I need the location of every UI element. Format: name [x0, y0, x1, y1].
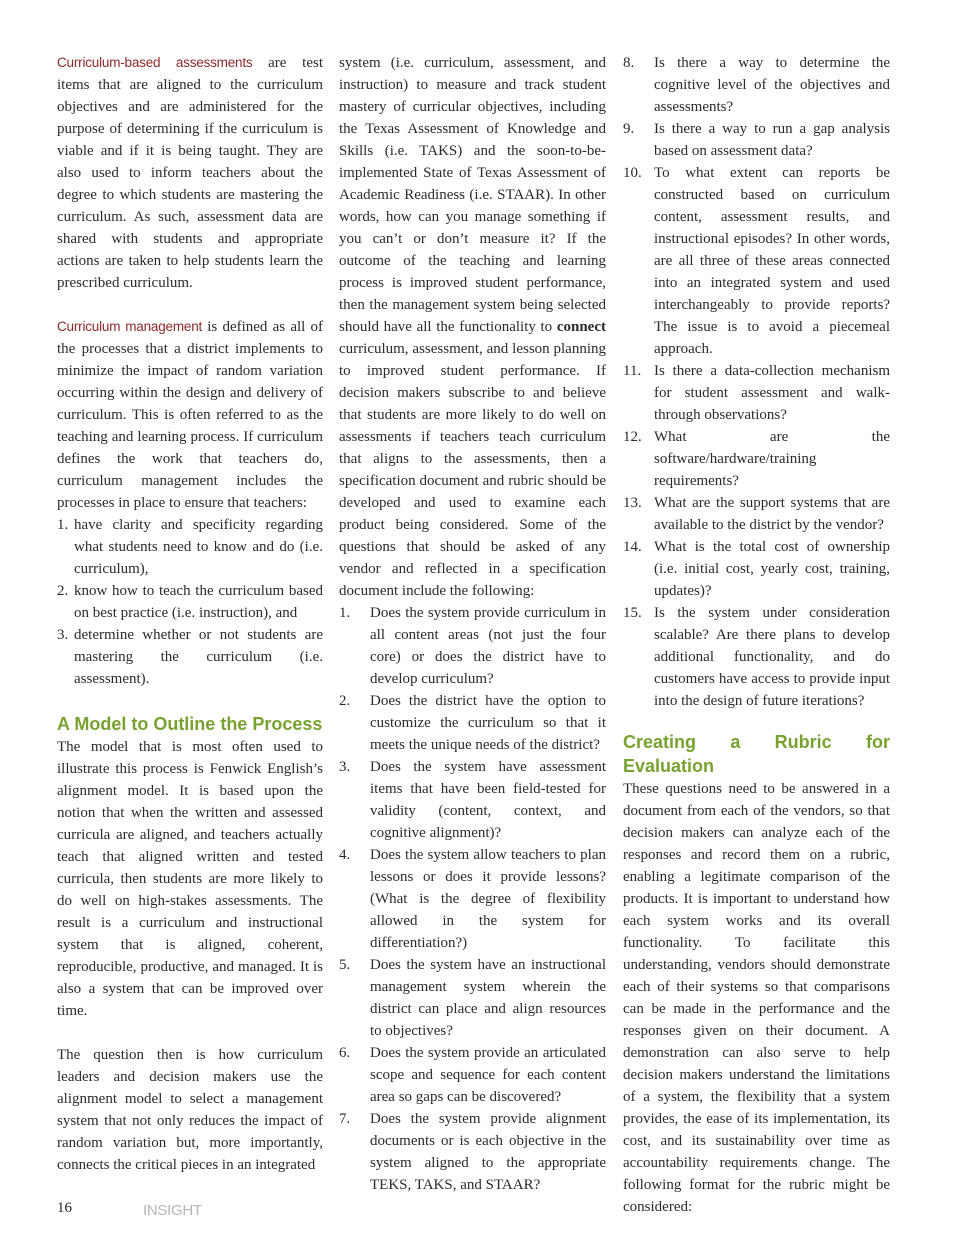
- list-item-number: 13.: [623, 495, 642, 511]
- list-item-number: 12.: [623, 429, 642, 445]
- list-item-number: 5.: [339, 957, 351, 973]
- list-item-number: 9.: [623, 121, 635, 137]
- list-item: [57, 580, 323, 624]
- list-item: [339, 690, 606, 756]
- list-item-number: 2.: [57, 583, 69, 599]
- column-1: [57, 52, 323, 1176]
- list-item-number: 8.: [623, 55, 635, 71]
- magazine-name: INSIGHT: [143, 1202, 202, 1219]
- list-item-text: Does the system allow teachers to plan lessons or does it provide lessons? (What is the degree of flexibility allowed in the system for differentiation?): [370, 847, 606, 951]
- list-item-number: 1.: [57, 517, 69, 533]
- paragraph-rubric: These questions need to be answered in a document from each of the vendors, so that decision makers can analyze each of the responses and record them on a rubric, enabling a legitimate comparison of the products. It is important to understand how each system works and its overall functionality. To facilitate this understanding, vendors should demonstrate each of their systems so that comparisons can be made in the performance and the responses given on their document. A demonstration can also serve to help decision makers understand the limitations of a system, the flexibility that a system provides, the ease of its implementation, its cost, and its sustainability over time as accountability requirements change. The following format for the rubric might be considered:: [623, 781, 890, 1215]
- list-item: [339, 602, 606, 690]
- list-item-text: Is there a way to determine the cognitive level of the objectives and assessments?: [654, 55, 890, 115]
- list-item-number: 4.: [339, 847, 351, 863]
- list-item-text: Does the system provide an articulated scope and sequence for each content area so gaps can be discovered?: [370, 1045, 606, 1105]
- list-item-number: 6.: [339, 1045, 351, 1061]
- list-item-text: Does the system provide alignment documents or is each objective in the system aligned to the appropriate TEKS, TAKS, and STAAR?: [370, 1111, 606, 1193]
- list-item-text: Is there a way to run a gap analysis based on assessment data?: [654, 121, 890, 159]
- list-item: [623, 602, 890, 712]
- vendor-questions-list-2: [623, 52, 890, 712]
- list-item: [623, 536, 890, 602]
- list-item-number: 3.: [57, 627, 69, 643]
- list-item-text: Is there a data-collection mechanism for student assessment and walk-through observations?: [654, 363, 890, 423]
- paragraph-text: curriculum, assessment, and lesson planning to improved student performance. If decision makers subscribe to and believe that students are more likely to do well on assessments if teachers teach curriculum that aligns to the assessments, then a specification document and rubric should be developed and used to examine each product being considered. Some of the questions that should be asked of any vendor and reflected in a specification document include the following:: [339, 341, 606, 599]
- list-item-text: Does the system have an instructional management system wherein the district can place and align resources to objectives?: [370, 957, 606, 1039]
- bold-connect: connect: [556, 319, 606, 335]
- list-item-number: 11.: [623, 363, 642, 379]
- list-item: [339, 1108, 606, 1196]
- list-item-number: 7.: [339, 1111, 351, 1127]
- heading-model-outline: A Model to Outline the Process: [57, 714, 323, 734]
- paragraph-question: The question then is how curriculum leaders and decision makers use the alignment model to select a management system that not only reduces the impact of random variation but, more importantly, connects the critical pieces in an integrated: [57, 1047, 323, 1173]
- list-item-number: 14.: [623, 539, 642, 555]
- paragraph-curriculum-management: [57, 316, 323, 514]
- list-item: [57, 514, 323, 580]
- list-item-text: To what extent can reports be constructed based on curriculum content, assessment results, and instructional episodes? In other words, are all three of these areas connected into an integrated system and used interchangeably to provide reports? The issue is to avoid a piecemeal approach.: [654, 165, 890, 357]
- list-item: [623, 492, 890, 536]
- paragraph-curriculum-based-assessments: [57, 52, 323, 294]
- list-item-text: have clarity and specificity regarding what students need to know and do (i.e. curriculum),: [74, 517, 323, 577]
- term-curriculum-based-assessments: Curriculum-based assessments: [57, 55, 253, 70]
- list-item-number: 10.: [623, 165, 642, 181]
- paragraph-alignment-model: The model that is most often used to illustrate this process is Fenwick English’s alignment model. It is based upon the notion that when the written and assessed curricula are aligned, and teachers actually teach that aligned written and tested curricula, then students are more likely to do well on high-stakes assessments. The result is a curriculum and instructional system that is aligned, coherent, reproducible, productive, and managed. It is also a system that can be improved over time.: [57, 739, 323, 1019]
- paragraph-system-connect: [339, 52, 606, 602]
- list-item: [623, 360, 890, 426]
- paragraph-text: is defined as all of the processes that a district implements to minimize the impact of random variation occurring within the design and delivery of curriculum. This is often referred to as the teaching and learning process. If curriculum defines the work that teachers do, curriculum management includes the processes in place to ensure that teachers:: [57, 319, 324, 511]
- list-item-text: determine whether or not students are mastering the curriculum (i.e. assessment).: [74, 627, 323, 687]
- list-item: [623, 118, 890, 162]
- list-item-text: Does the district have the option to customize the curriculum so that it meets the unique needs of the district?: [370, 693, 606, 753]
- list-item-number: 1.: [339, 605, 351, 621]
- list-item: [339, 1042, 606, 1108]
- list-item: [57, 624, 323, 690]
- list-item: [623, 162, 890, 360]
- teacher-process-list: [57, 514, 323, 690]
- list-item: [339, 844, 606, 954]
- paragraph-text: system (i.e. curriculum, assessment, and instruction) to measure and track student mastery of curricular objectives, including the Texas Assessment of Knowledge and Skills (i.e. TAKS) and the soon-to-be-implemented State of Texas Assessment of Academic Readiness (i.e. STAAR). In other words, how can you manage something if you can’t or don’t measure it? If the outcome of the teaching and learning process is improved student performance, then the management system being selected should have all the functionality to: [339, 55, 606, 335]
- list-item-text: Does the system have assessment items that have been field-tested for validity (content, context, and cognitive alignment)?: [370, 759, 606, 841]
- list-item-number: 2.: [339, 693, 351, 709]
- list-item: [623, 426, 890, 492]
- list-item: [623, 52, 890, 118]
- term-curriculum-management: Curriculum management: [57, 319, 203, 334]
- list-item-number: 3.: [339, 759, 351, 775]
- list-item-text: What are the software/hardware/training requirements?: [654, 429, 890, 489]
- footer: [57, 1200, 202, 1219]
- list-item-text: Is the system under consideration scalable? Are there plans to develop additional functionality, and do customers have access to provide input into the design of future iterations?: [654, 605, 890, 709]
- list-item-text: What are the support systems that are available to the district by the vendor?: [654, 495, 890, 533]
- list-item-text: What is the total cost of ownership (i.e. initial cost, yearly cost, training, updates)?: [654, 539, 890, 599]
- list-item-text: Does the system provide curriculum in all content areas (not just the four core) or does the district have to develop curriculum?: [370, 605, 606, 687]
- column-3: [623, 52, 890, 1218]
- heading-rubric: Creating a Rubric for Evaluation: [623, 732, 890, 776]
- vendor-questions-list-1: [339, 602, 606, 1196]
- list-item: [339, 756, 606, 844]
- list-item-number: 15.: [623, 605, 642, 621]
- column-2: [339, 52, 606, 1196]
- list-item: [339, 954, 606, 1042]
- list-item-text: know how to teach the curriculum based on best practice (i.e. instruction), and: [74, 583, 323, 621]
- paragraph-text: are test items that are aligned to the curriculum objectives and are administered for the purpose of determining if the curriculum is viable and if it is being taught. They are also used to inform teachers about the degree to which students are mastering the curriculum. As such, assessment data are shared with students and appropriate actions are taken to help students learn the prescribed curriculum.: [57, 55, 324, 291]
- page-number: 16: [57, 1200, 72, 1216]
